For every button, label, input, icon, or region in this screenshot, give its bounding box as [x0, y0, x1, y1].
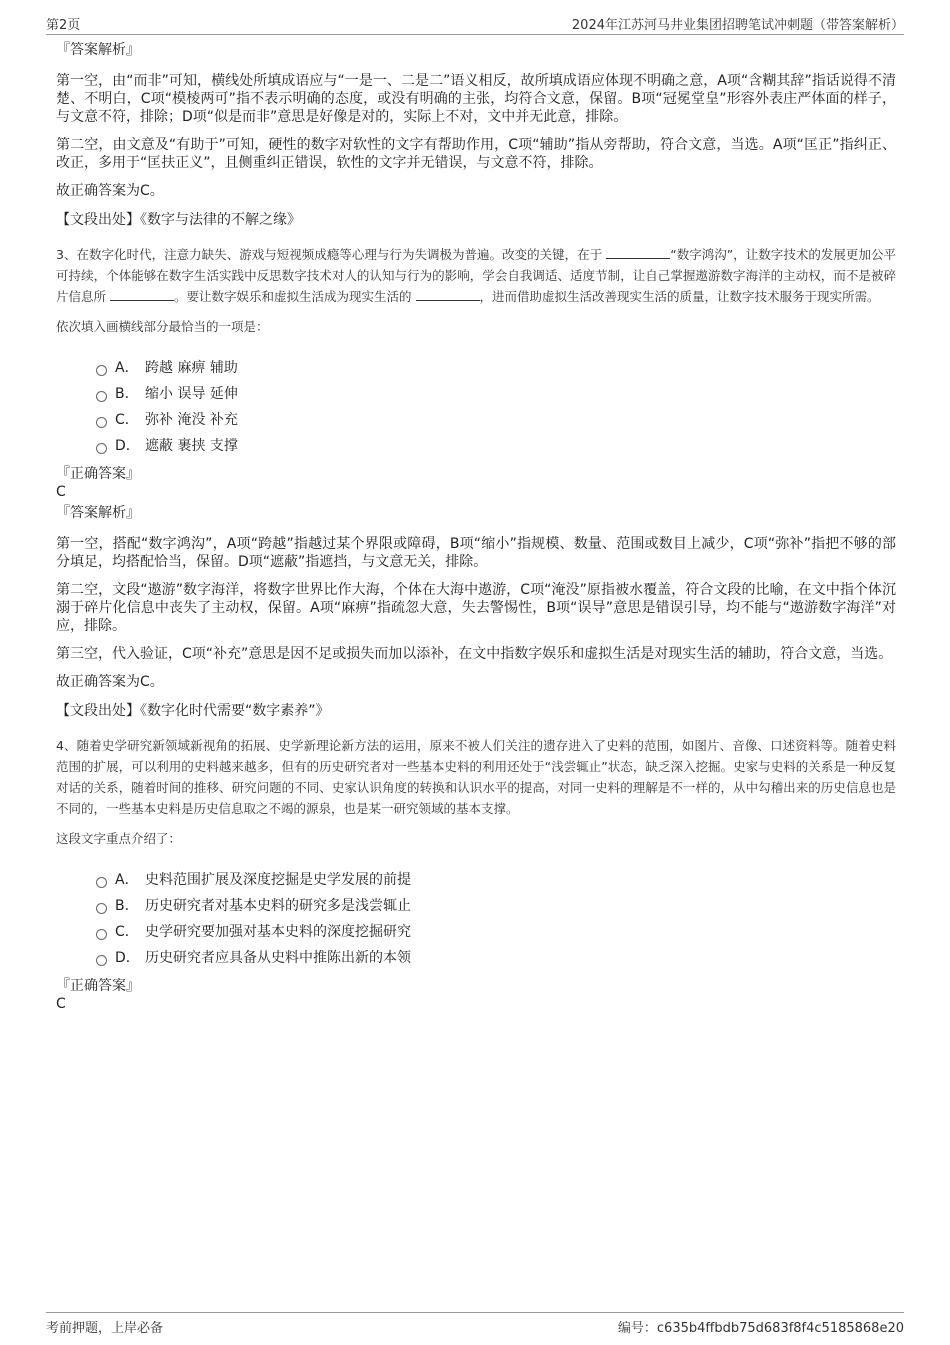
analysis-paragraph: 第三空，代入验证，C项“补充”意思是因不足或损失而加以添补，在文中指数字娱乐和虚拟生活是对现实生活的辅助，符合文意，当选。	[56, 646, 893, 662]
source-citation: 【文段出处】《数字与法律的不解之缘》	[56, 212, 301, 228]
answer-label: 『正确答案』	[56, 466, 140, 482]
radio-icon[interactable]	[96, 877, 107, 888]
radio-icon[interactable]	[96, 955, 107, 966]
options-list	[96, 355, 896, 459]
document-body	[56, 40, 896, 1013]
page-number: 第2页	[46, 18, 81, 33]
question-prompt: 依次填入画横线部分最恰当的一项是：	[56, 319, 269, 334]
answer-value: C	[56, 996, 66, 1012]
radio-icon[interactable]	[96, 929, 107, 940]
document-id: 编号：c635b4ffbdb75d683f8f4c5185868e20	[617, 1321, 904, 1336]
source-citation: 【文段出处】《数字化时代需要“数字素养”》	[56, 703, 330, 719]
analysis-paragraph: 第一空，搭配“数字鸿沟”，A项“跨越”指越过某个界限或障碍，B项“缩小”指规模、数量、范围或数目上减少，C项“弥补”指把不够的部分填足，均搭配恰当，保留。D项“遮蔽”指遮挡，与文意无关，排除。	[56, 536, 896, 570]
analysis-paragraph: 第一空，由“而非”可知，横线处所填成语应与“一是一、二是二”语义相反，故所填成语应体现不明确之意，A项“含糊其辞”指话说得不清楚、不明白，C项“模棱两可”指不表示明确的态度，或没有明确的主张，均符合文意，保留。B项“冠冕堂皇”形容外表庄严体面的样子，与文意不符，排除；D项“似是而非”意思是好像是对的，实际上不对，文中并无此意，排除。	[56, 73, 896, 125]
conclusion: 故正确答案为C。	[56, 674, 164, 690]
option-d[interactable]: D． 历史研究者应具备从史料中推陈出新的本领	[96, 945, 896, 971]
radio-icon[interactable]	[96, 417, 107, 428]
conclusion: 故正确答案为C。	[56, 183, 164, 199]
radio-icon[interactable]	[96, 391, 107, 402]
analysis-label: 『答案解析』	[56, 505, 140, 521]
radio-icon[interactable]	[96, 903, 107, 914]
option-b[interactable]: B． 历史研究者对基本史料的研究多是浅尝辄止	[96, 893, 896, 919]
fill-blank	[606, 246, 670, 259]
options-list	[96, 867, 896, 971]
analysis-label: 『答案解析』	[56, 42, 140, 58]
fill-blank	[416, 288, 480, 301]
fill-blank	[110, 288, 174, 301]
radio-icon[interactable]	[96, 365, 107, 376]
footer-slogan: 考前押题，上岸必备	[46, 1321, 164, 1336]
analysis-paragraph: 第二空，由文意及“有助于”可知，硬性的数字对软性的文字有帮助作用，C项“辅助”指从旁帮助，符合文意，当选。A项“匡正”指纠正、改正，多用于“匡扶正义”，且侧重纠正错误，软性的文字并无错误，与文意不符，排除。	[56, 137, 896, 171]
question-4-text: 4、随着史学研究新领域新视角的拓展、史学新理论新方法的运用，原来不被人们关注的遗存进入了史料的范围，如图片、音像、口述资料等。随着史料范围的扩展，可以利用的史料越来越多，但有的历史研究者对一些基本史料的利用还处于“浅尝辄止”状态，缺乏深入挖掘。史家与史料的关系是一种反复对话的关系，随着时间的推移、研究问题的不同、史家认识角度的转换和认识水平的提高，对同一史料的理解是不一样的，从中勾稽出来的历史信息也是不同的，一些基本史料是历史信息取之不竭的源泉，也是某一研究领域的基本支撑。	[56, 738, 896, 816]
page-header	[46, 14, 904, 35]
answer-label: 『正确答案』	[56, 978, 140, 994]
option-d[interactable]: D． 遮蔽 裹挟 支撑	[96, 433, 896, 459]
option-a[interactable]: A． 跨越 麻痹 辅助	[96, 355, 896, 381]
question-3-text: 3、在数字化时代，注意力缺失、游戏与短视频成瘾等心理与行为失调极为普遍。改变的关键，在于 “数字鸿沟”，让数字技术的发展更加公平可持续，个体能够在数字生活实践中反思数字技术对人的认知与行为的影响，学会自我调适、适度节制，让自己掌握遨游数字海洋的主动权，而不是被碎片信息所 。要让数字娱乐和虚拟生活成为现实生活的 ，进而借助虚拟生活改善现实生活的质量，让数字技术服务于现实所需。	[56, 247, 896, 304]
option-b[interactable]: B． 缩小 误导 延伸	[96, 381, 896, 407]
option-c[interactable]: C． 弥补 淹没 补充	[96, 407, 896, 433]
page-footer	[46, 1312, 904, 1339]
option-c[interactable]: C． 史学研究要加强对基本史料的深度挖掘研究	[96, 919, 896, 945]
analysis-paragraph: 第二空，文段“遨游”数字海洋，将数字世界比作大海，个体在大海中遨游，C项“淹没”原指被水覆盖，符合文段的比喻，在文中指个体沉溺于碎片化信息中丧失了主动权，保留。A项“麻痹”指疏忽大意，失去警惕性，B项“误导”意思是错误引导，均不能与“遨游数字海洋”对应，排除。	[56, 582, 896, 634]
document-title: 2024年江苏河马井业集团招聘笔试冲刺题（带答案解析）	[571, 18, 904, 33]
question-prompt: 这段文字重点介绍了：	[56, 831, 182, 846]
answer-value: C	[56, 484, 66, 500]
option-a[interactable]: A． 史料范围扩展及深度挖掘是史学发展的前提	[96, 867, 896, 893]
radio-icon[interactable]	[96, 443, 107, 454]
